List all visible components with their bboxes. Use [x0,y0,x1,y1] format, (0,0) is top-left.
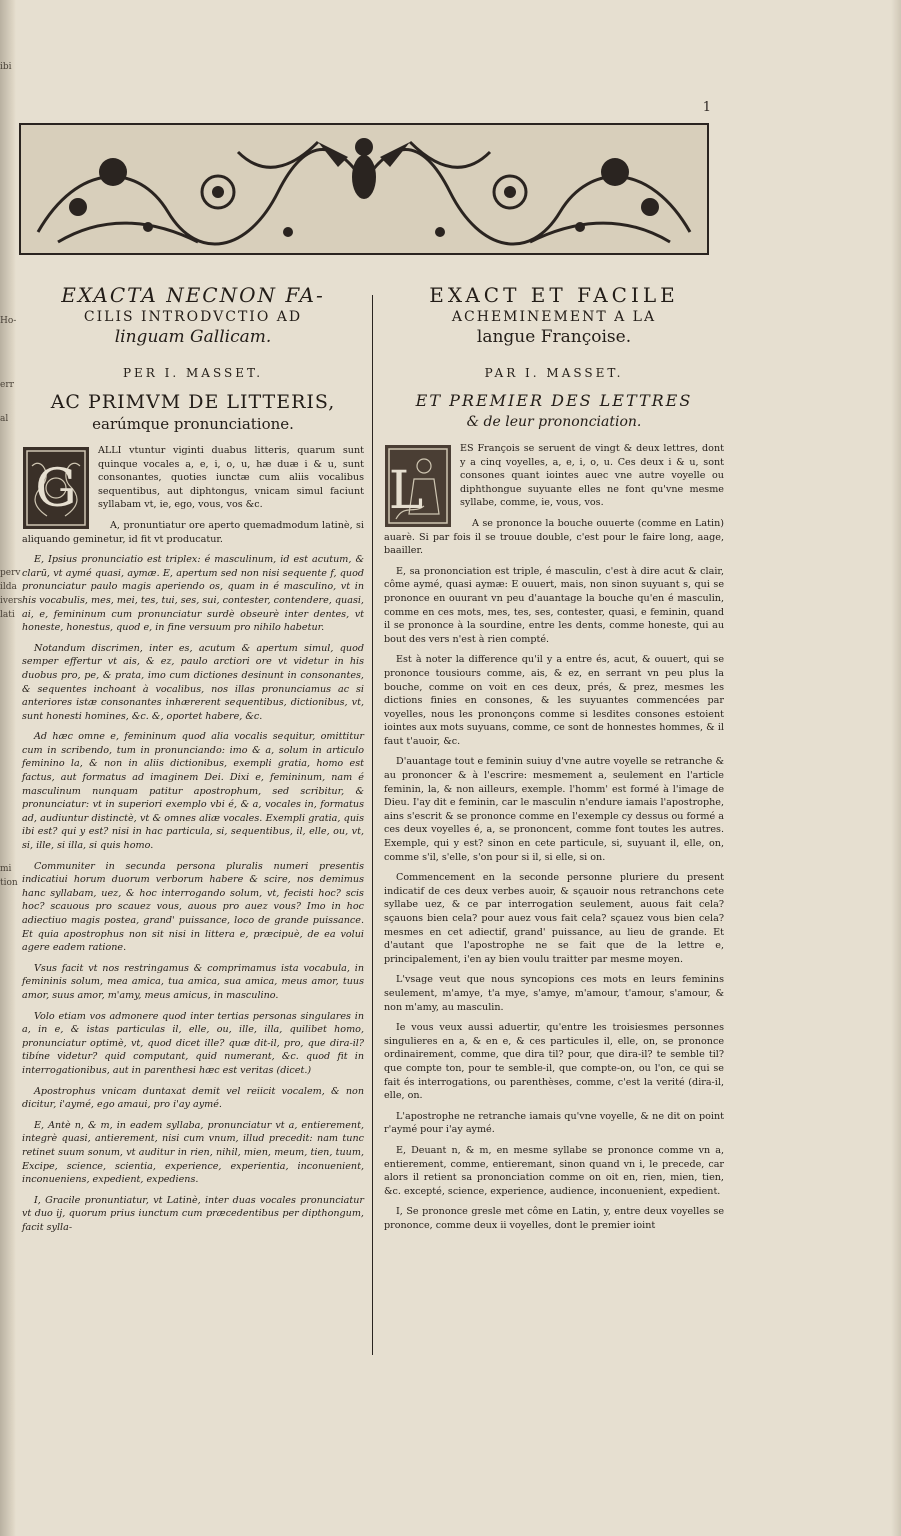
fragment: lati [0,610,15,620]
latin-section-title: AC PRIMVM DE LITTERIS, [50,391,336,413]
latin-section-subtitle: earúmque pronunciatione. [92,415,294,433]
latin-paragraph: Communiter in secunda persona pluralis numeri presentis indicatiui horum duorum verborum habere & scire, nos demimus hanc syllabam, uez, & hoc interrogando solum, vt, fecisti hoc? scis hoc? scauous pro scauez vous, auous pro auez vous? Imo in hoc adiectiuo magis postea, grand' puissance, loco de grande puissance. Et quia apostrophus non sit nisi in littera e, præcipuè, de ea volui agere eadem ratione. [22,860,364,954]
initial-letter-g: G [35,459,77,519]
french-paragraph: Ie vous veux aussi aduertir, qu'entre les troisiesmes personnes singulieres en a, & en e, & ces particules il, elle, on, se prononce ordinairement, comme, que dira til? pour, que dira-il? te semble til? que compte ton, pour te semble-il, que compte-on, ou l'on, ce qui se fait és interrogations, ou parenthèses, comme, c'est la verité (dira-il, elle, on. [384,1022,724,1102]
latin-title-line3: linguam Gallicam. [114,327,272,347]
latin-column [22,282,364,1241]
decorated-initial-l [384,444,452,528]
french-paragraph: Commencement en la seconde personne pluriere du present indicatif de ces deux verbes auoir, & sçauoir nous retranchons cete syllabe uez, & ce par interrogation seulement, auous fait cela? sçauons bien cela? pour auez vous fait cela? sçauez vous bien cela? mesmes en cet adiectif, grand' puissance, au lieu de grande. Et d'autant que l'apostrophe ne se fait que de la lettre e, principalement, i'en ay bien voulu traitter par mesme moyen. [384,872,724,965]
latin-body [22,444,364,1234]
latin-title-line2: CILIS INTRODVCTIO AD [83,309,303,325]
latin-paragraph: Apostrophus vnicam duntaxat demit vel reiicit vocalem, & non dicitur, i'aymé, ego amaui, pro i'ay aymé. [22,1085,364,1111]
latin-paragraph: Volo etiam vos admonere quod inter tertias personas singulares in a, in e, & istas particulas il, elle, ou, ille, illa, quilibet homo, pronunciatur optimè, vt, quod dicet ille? quæ dit-il, pro, que dira-il? tibíne videtur? quid computant, quid numerant, &c. quod fit in interrogationibus, aut in parenthesi hæc est veritas (dicet.) [22,1010,364,1076]
column-divider [372,295,373,1355]
latin-paragraph: Vsus facit vt nos restringamus & comprimamus ista vocabula, in femininis solum, mea amica, tua amica, sua amica, meus amor, tuus amor, suus amor, m'amy, meus amicus, in masculino. [22,962,364,1001]
latin-author: PER I. MASSET. [122,366,264,380]
french-paragraph: E, Deuant n, & m, en mesme syllabe se prononce comme vn a, entierement, comme, entieremant, sinon quand vn i, le precede, car alors il retient sa prononciation comme on oit en, rien, mien, tien, &c. excepté, science, experience, audience, inconuenient, expedient. [384,1144,724,1197]
french-paragraph: D'auantage tout e feminin suiuy d'vne autre voyelle se retranche & au prononcer & à l'escrire: mesmement a, seulement en l'article feminin, la, & non ailleurs, exemple. l'homm' est formé à l'image de Dieu. I'ay dit e feminin, car le masculin n'endure iamais l'apostrophe, ains s'escrit & se prononce comme en l'exemple cy dessus ou formé a ces deux voyelles é, a, se prononcent, comme font toutes les autres. Exemple, qui y est? sinon en cete particule, si, suyuant il, elle, on, comme s'il, s'elle, s'on pour si il, si elle, si on. [384,756,724,863]
latin-paragraph: E, Ipsius pronunciatio est triplex: é masculinum, id est acutum, & clarū, vt aymé quasi, aymæ. E, apertum sed non nisi sequente f, quod pronunciatur paulo magis aperiendo os, quam in é masculino, vt in his vocabulis, mes, mei, tes, tui, ses, sui, contester, contendere, quasi, ai, e, femininum cum pronunciatur surdè obseurè inter dentes, vt honeste, honestus, quod e, in fine versuum pro nihilo habetur. [22,554,364,634]
latin-paragraph: I, Gracile pronuntiatur, vt Latinè, inter duas vocales pronunciatur vt duo ij, quorum prius iunctum cum præcedentibus per dipthongum, facit sylla- [22,1194,364,1233]
french-title-line1: EXACT ET FACILE [429,283,679,307]
latin-title-line1: EXACTA NECNON FA- [61,283,325,307]
ornamental-headpiece [18,122,710,256]
decorated-initial-g [22,446,90,530]
french-paragraph: A se prononce la bouche ouuerte (comme en Latin) auarè. Si par fois il se trouue double, c'est pour le faire long, aage, baailler. [384,517,724,557]
fragment: ibi [0,62,12,72]
french-section-title: ET PREMIER DES LETTRES [415,391,693,410]
french-paragraph: L'apostrophe ne retranche iamais qu'vne voyelle, & ne dit on point r'aymé pour i'ay aymé. [384,1110,724,1136]
french-body [384,442,724,1232]
french-title-line2: ACHEMINEMENT A LA [451,309,657,325]
fragment: tion [0,878,18,888]
french-paragraph: I, Se prononce gresle met côme en Latin, y, entre deux voyelles se prononce, comme deux ii voyelles, dont le premier ioint [384,1206,724,1231]
french-paragraph: E, sa prononciation est triple, é masculin, c'est à dire acut & clair, côme aymé, quasi aymæ: E ouuert, mais, non sinon suyuant s, qui se prononce en ouurant vn peu d'auantage la bouche qu'en é masculin, comme en ces mots, mes, tes, ses, contester, quasi, e feminin, quand il se prononce à la sourdine, entre les dents, comme honeste, qui au bout des vers n'est à rien compté. [384,565,724,645]
french-paragraph: ES François se seruent de vingt & deux lettres, dont y a cinq voyelles, a, e, i, o, u. Ces deux i & u, sont consones quant iointes auec vne autre voyelle ou diphthongue suyuante elles ne font qu'vne mesme syllabe, comme, ie, vous, vos. [460,443,724,509]
initial-letter-l: L [388,461,424,521]
latin-paragraph: E, Antè n, & m, in eadem syllaba, pronunciatur vt a, entierement, integrè quasi, antierement, nisi cum vnum, illud precedit: nam tunc retinet suum sonum, vt auditur in rien, nihil, mien, meum, tien, tuum, Excipe, science, scientia, experience, experientia, inconuenient, inconueniens, expedient, expediens. [22,1119,364,1186]
fragment: ilda [0,582,17,592]
fragment: perv [0,568,21,578]
fragment: Ho- [0,316,17,326]
fragment: al [0,414,9,424]
latin-paragraph: ALLI vtuntur viginti duabus litteris, quarum sunt quinque vocales a, e, i, o, u, hæ duæ i & u, sunt consonantes, quoties iunctæ cum aliis vocalibus sequentibus, aut diphtongus, vnicam simul faciunt syllabam vt, ie, ego, vous, vos &c. [98,445,364,511]
french-section-subtitle: & de leur prononciation. [466,414,642,430]
french-column [384,282,724,1239]
fragment: mi [0,864,12,874]
page-number: 1 [702,100,711,115]
fragment: err [0,380,14,390]
page-edge [891,0,901,1536]
fragment: ivers [0,596,23,606]
previous-page-fragments [0,60,23,1520]
latin-paragraph: A, pronuntiatur ore aperto quemadmodum latinè, si aliquando geminetur, id fit vt producatur. [22,519,364,545]
latin-paragraph: Notandum discrimen, inter es, acutum & apertum simul, quod semper effertur vt ais, & ez, paulo arctiori ore vt videtur in his duobus pro, pe, & prata, imo cum dictiones desinunt in consonantes, & sequentes inchoant à vocalibus, nos illas pronunciamus ac si anteriores istæ consonantes inhærerent sequentibus, dictionibus, vt, sunt honesti homines, &c. &, oportet habere, &c. [22,642,364,722]
french-paragraph: L'vsage veut que nous syncopions ces mots en leurs feminins seulement, m'amye, t'a mye, s'amye, m'amour, t'amour, s'amour, & non m'amy, au masculin. [384,974,724,1013]
french-title-line3: langue Françoise. [476,327,632,347]
french-author: PAR I. MASSET. [484,366,624,380]
latin-paragraph: Ad hæc omne e, femininum quod alia vocalis sequitur, omittitur cum in scribendo, tum in pronunciando: imo & a, solum in articulo feminino la, & non in aliis dictionibus, exempli gratia, homo est factus, aut formatus ad imaginem Dei. Dixi e, femininum, nam é masculinum nunquam patitur apostrophum, sed scribitur, & pronunciatur: vt in superiori exemplo vbi é, & a, vocales in, formatus ad, audiuntur distinctè, vt & omnes aliæ vocales. Exempli gratia, quis ibi est? qui y est? nisi in hac particula, si, sequentibus, il, elle, ou, vt, si, ille, si illa, si quis homo. [22,731,364,852]
french-paragraph: Est à noter la difference qu'il y a entre és, acut, & ouuert, qui se prononce tousiours comme, ais, & ez, en serrant vn peu plus la bouche, comme on voit en ces deux, prés, & prez, mesmes les dictions finies en consones, & les suyuantes commencées par voyelles, nous les prononçons comme si lesdites consones estoient iointes aux mots suyuans, comme, ce sont de honnestes hommes, & il faut t'auoir, &c. [384,654,724,747]
